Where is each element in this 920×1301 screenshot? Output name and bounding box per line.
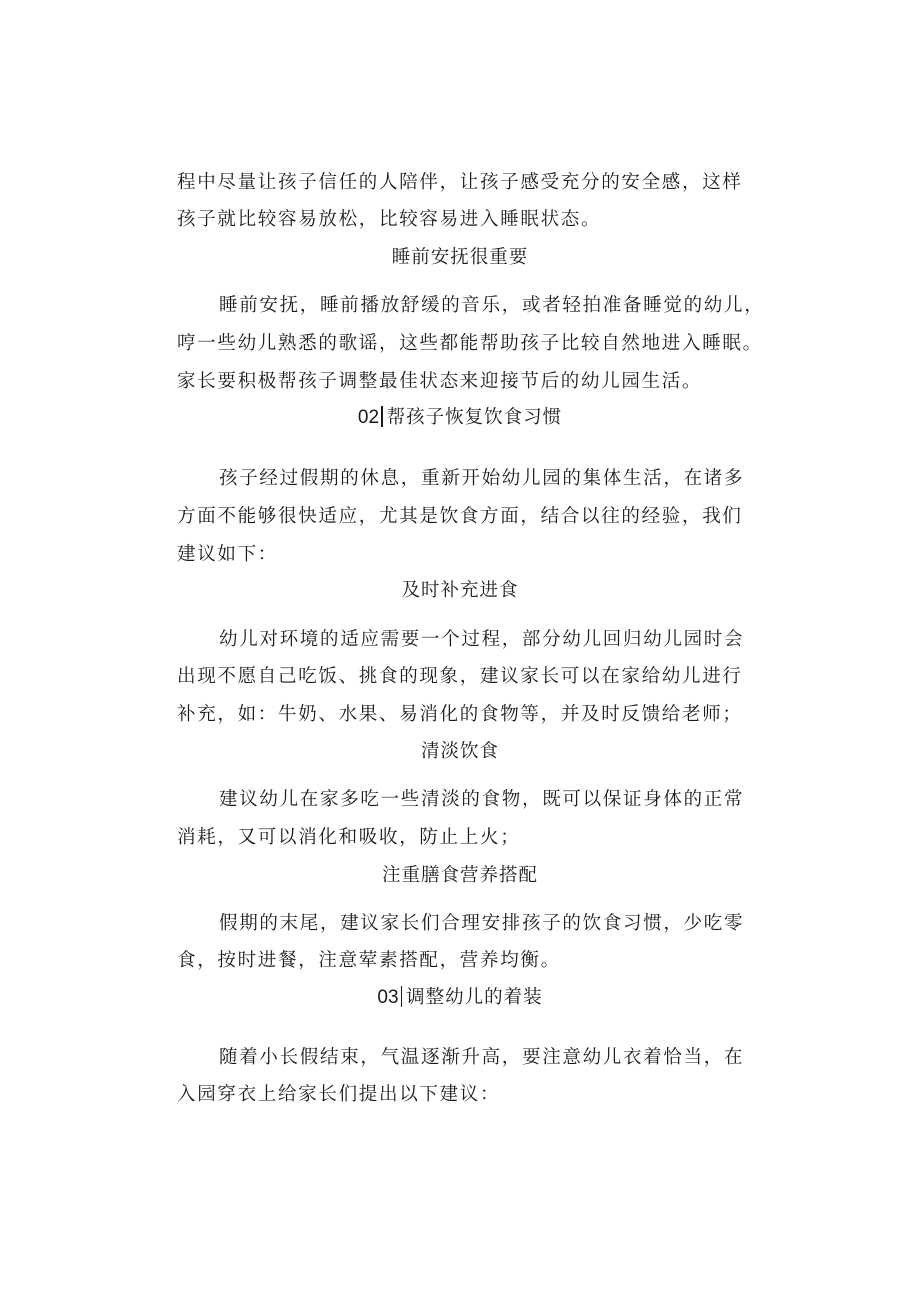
paragraph-4-line-2: 出现不愿自己吃饭、挑食的现象，建议家长可以在家给幼儿进行 [177, 666, 743, 687]
section-divider-bar [401, 986, 403, 1007]
subheading-balanced-nutrition: 注重膳食营养搭配 [381, 865, 538, 886]
section-number: 03 [377, 987, 399, 1008]
paragraph-7-line-1: 随着小长假结束，气温逐渐升高，要注意幼儿衣着恰当，在 [219, 1047, 745, 1068]
paragraph-3-line-1: 孩子经过假期的休息，重新开始幼儿园的集体生活，在诸多 [219, 468, 745, 489]
paragraph-2-line-3: 家长要积极帮孩子调整最佳状态来迎接节后的幼儿园生活。 [177, 371, 703, 392]
section-number: 02 [357, 407, 380, 428]
subheading-bedtime-soothing: 睡前安抚很重要 [391, 247, 529, 268]
paragraph-2-line-2: 哼一些幼儿熟悉的歌谣，这些都能帮助孩子比较自然地进入睡眠。 [177, 333, 763, 354]
subheading-light-diet: 清淡饮食 [420, 741, 499, 762]
paragraph-4-line-3: 补充，如：牛奶、水果、易消化的食物等，并及时反馈给老师； [177, 704, 743, 725]
paragraph-6-line-2: 食，按时进餐，注意荤素搭配，营养均衡。 [177, 950, 561, 971]
paragraph-5-line-2: 消耗，又可以消化和吸收，防止上火； [177, 827, 521, 848]
paragraph-3-line-2: 方面不能够很快适应，尤其是饮食方面，结合以往的经验，我们 [177, 506, 743, 527]
section-title: 调整幼儿的着装 [406, 987, 543, 1008]
paragraph-6-line-1: 假期的末尾，建议家长们合理安排孩子的饮食习惯，少吃零 [219, 913, 745, 934]
paragraph-3-line-3: 建议如下： [177, 544, 279, 565]
paragraph-5-line-1: 建议幼儿在家多吃一些清淡的食物，既可以保证身体的正常 [219, 789, 745, 810]
section-heading-02 [0, 406, 920, 430]
paragraph-1-line-1: 程中尽量让孩子信任的人陪伴，让孩子感受充分的安全感，这样 [177, 172, 743, 193]
paragraph-2-line-1: 睡前安抚，睡前播放舒缓的音乐，或者轻拍准备睡觉的幼儿， [219, 295, 765, 316]
section-divider-bar [381, 406, 383, 427]
section-title: 帮孩子恢复饮食习惯 [386, 407, 563, 428]
paragraph-7-line-2: 入园穿衣上给家长们提出以下建议： [177, 1084, 501, 1105]
paragraph-4-line-1: 幼儿对环境的适应需要一个过程，部分幼儿回归幼儿园时会 [219, 629, 745, 650]
paragraph-1-line-2: 孩子就比较容易放松，比较容易进入睡眠状态。 [177, 209, 602, 230]
subheading-timely-feeding: 及时补充进食 [401, 580, 519, 601]
section-heading-03 [0, 986, 920, 1010]
